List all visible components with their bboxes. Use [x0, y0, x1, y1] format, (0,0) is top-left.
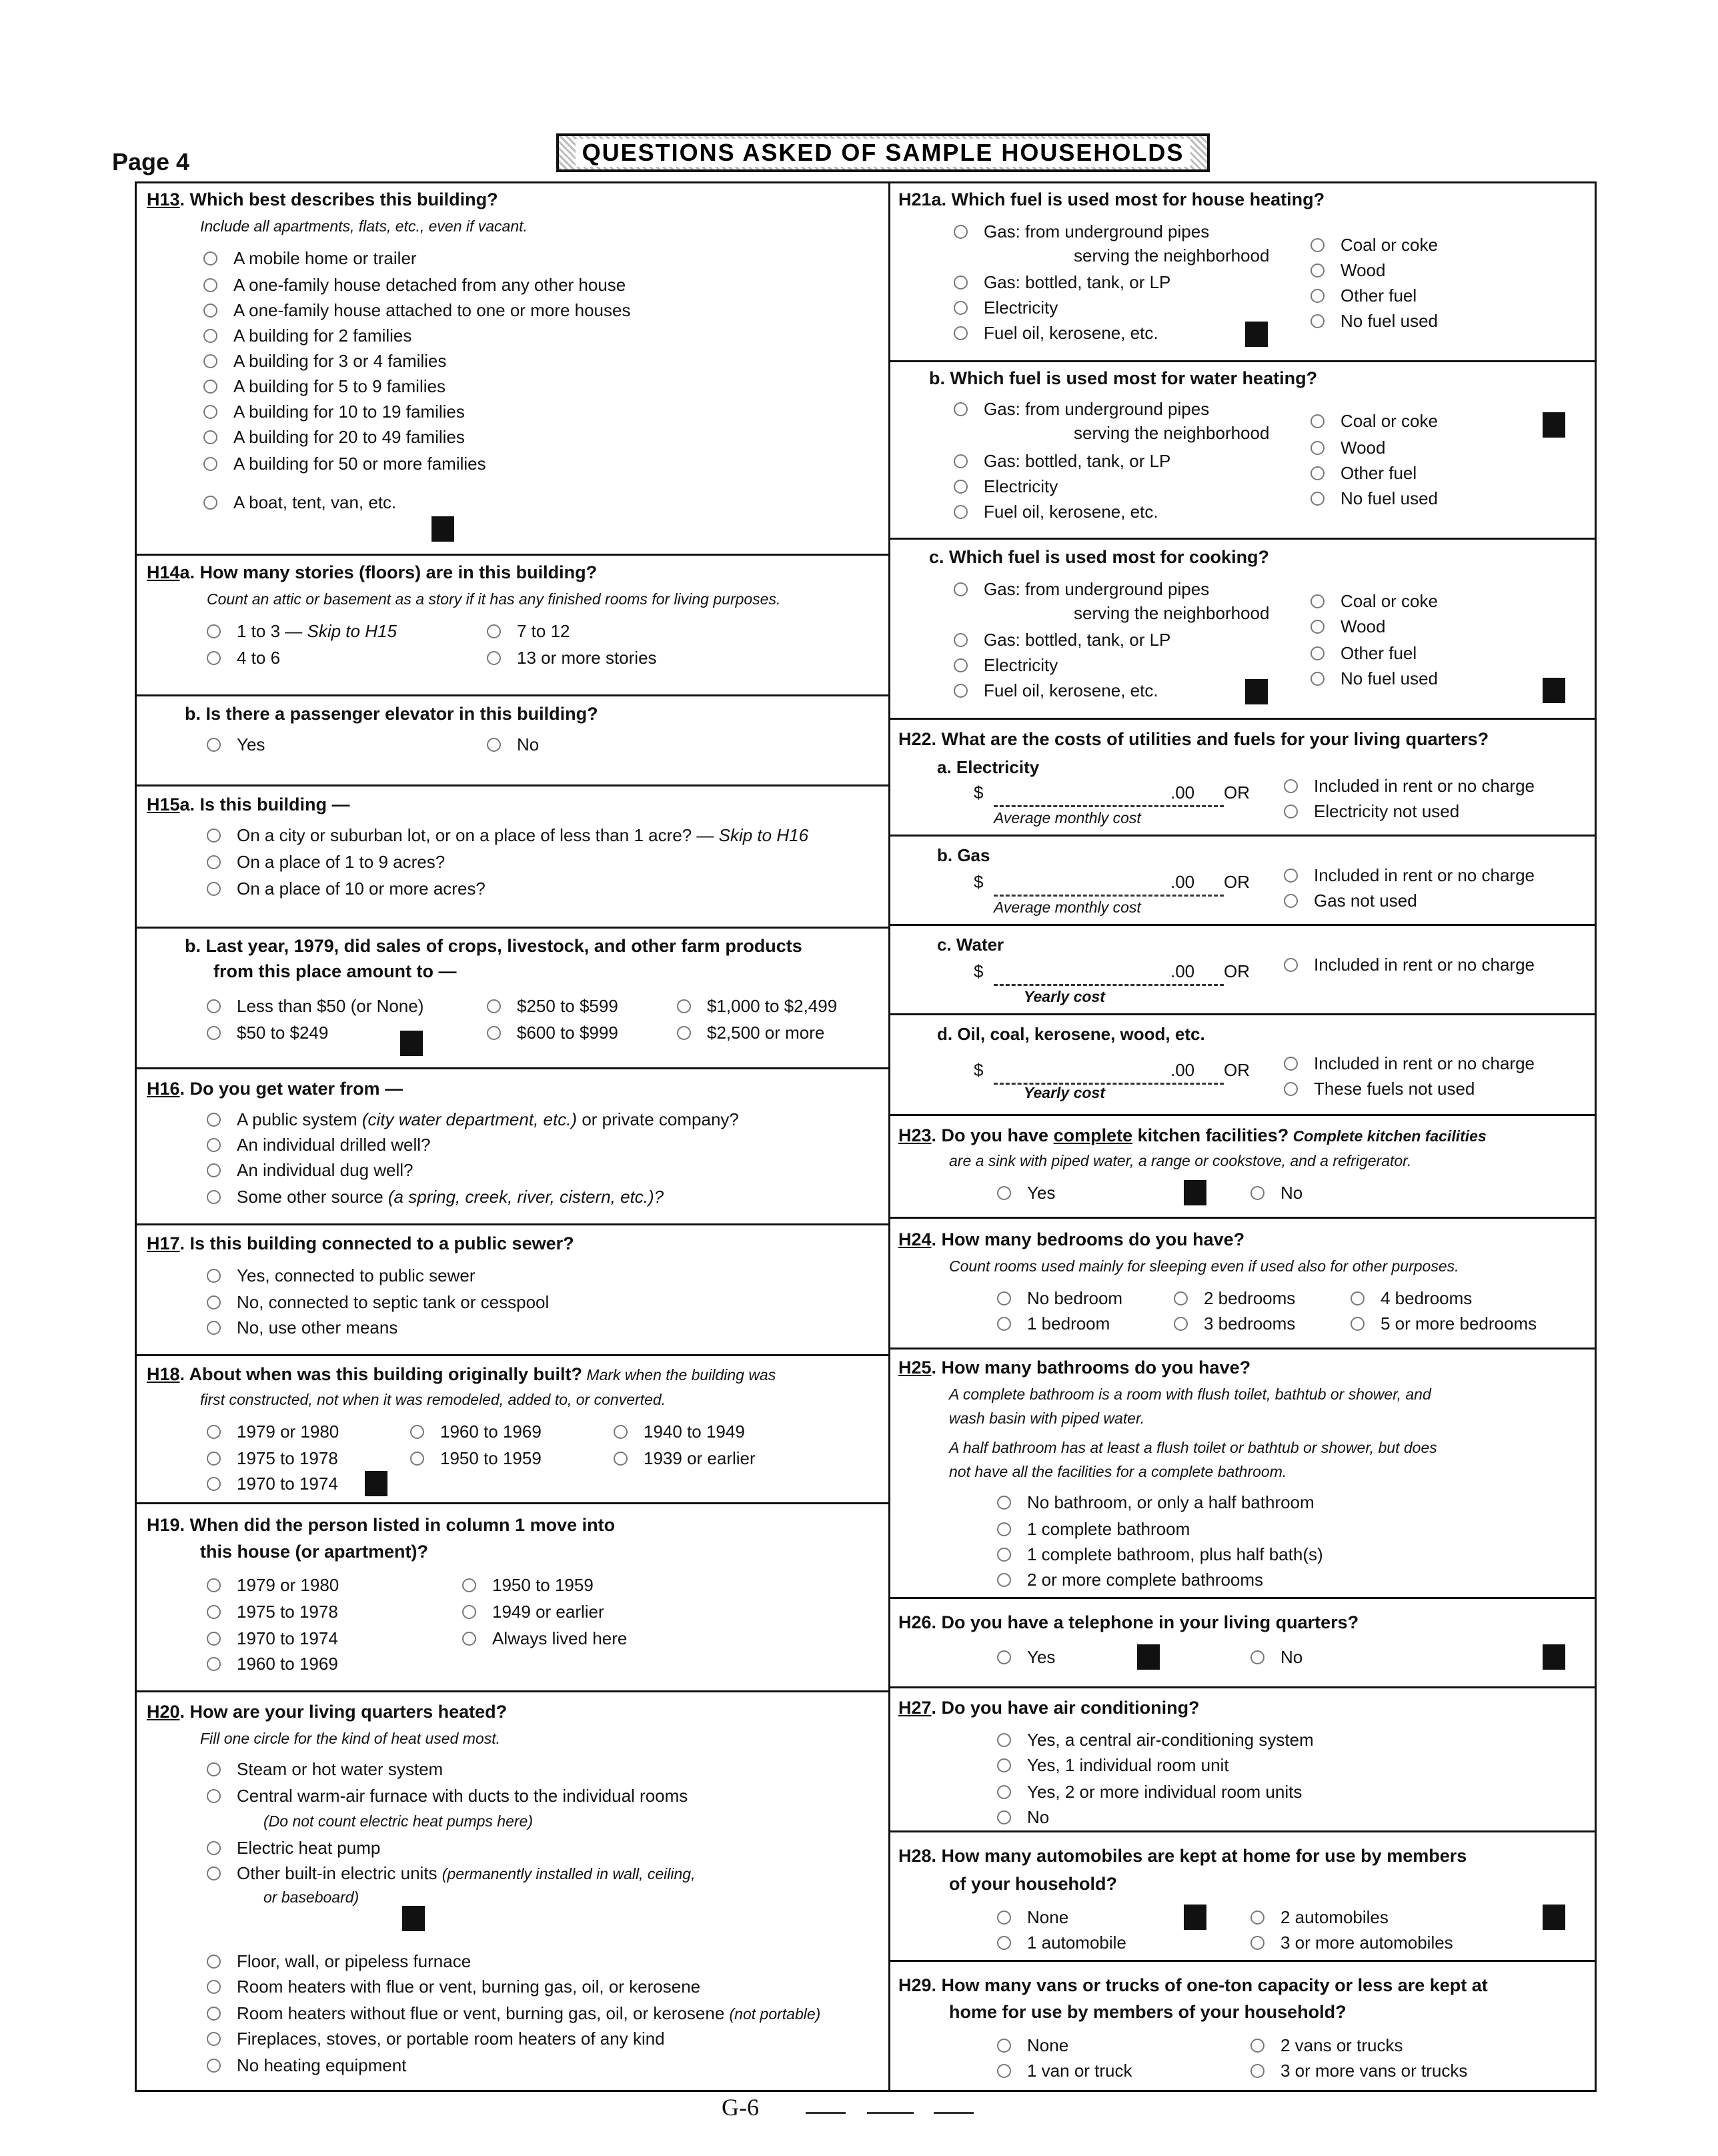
h15b-option-2[interactable]: $50 to $249 [207, 1023, 328, 1043]
footer-dash [867, 2112, 914, 2114]
h21a-gas-pipes-cont: serving the neighborhood [1074, 245, 1270, 265]
h17-option-2[interactable]: No, connected to septic tank or cesspool [207, 1292, 549, 1313]
h23-question: H23. Do you have complete kitchen facilities? Complete kitchen facilities [898, 1125, 1487, 1145]
h15-option-3[interactable]: On a place of 10 or more acres? [207, 879, 486, 899]
h13-option-8[interactable]: A building for 20 to 49 families [203, 427, 465, 448]
footer-code: G-6 [722, 2094, 759, 2121]
h28-section [890, 1830, 1595, 1960]
timing-mark [1543, 678, 1565, 703]
h17-option-3[interactable]: No, use other means [207, 1317, 397, 1338]
h13-option-2[interactable]: A one-family house detached from any other house [203, 275, 626, 296]
h19-option-4[interactable]: 1960 to 1969 [207, 1654, 338, 1674]
h21a-option-other[interactable]: Other fuel [1311, 286, 1417, 306]
h13-option-3[interactable]: A one-family house attached to one or more houses [203, 300, 630, 321]
h21b-option-other[interactable]: Other fuel [1311, 463, 1417, 484]
h17-question: H17. Is this building connected to a public sewer? [147, 1233, 574, 1253]
h22-subdivider-a [890, 835, 1595, 837]
h21a-option-fuel-oil[interactable]: Fuel oil, kerosene, etc. [954, 323, 1158, 344]
h26-question: H26. Do you have a telephone in your living quarters? [898, 1612, 1359, 1632]
h22c-dollar: $ [974, 961, 984, 981]
h21-subdivider-b [890, 538, 1595, 540]
h26-option-yes[interactable]: Yes [997, 1647, 1055, 1668]
h15b-question-line2: from this place amount to — [213, 961, 457, 981]
h16-option-3[interactable]: An individual dug well? [207, 1160, 413, 1181]
h13-option-4[interactable]: A building for 2 families [203, 326, 411, 346]
h22d-dollar: $ [974, 1060, 984, 1080]
h27-question: H27. Do you have air conditioning? [898, 1698, 1200, 1718]
h28-option-1[interactable]: None [997, 1907, 1068, 1928]
timing-mark [432, 516, 454, 542]
h25-option-3[interactable]: 1 complete bathroom, plus half bath(s) [997, 1544, 1323, 1565]
h24-option-5[interactable]: 4 bedrooms [1351, 1288, 1472, 1309]
h19-option-7[interactable]: Always lived here [462, 1628, 627, 1649]
h22c-cents: .00 [1170, 961, 1195, 981]
h21b-option-electricity[interactable]: Electricity [954, 476, 1058, 497]
h20-option-2-note: (Do not count electric heat pumps here) [263, 1812, 533, 1830]
timing-mark [1543, 1905, 1565, 1930]
h19-question-line1: H19. When did the person listed in column 1 move into [147, 1515, 616, 1535]
h24-question: H24. How many bedrooms do you have? [898, 1229, 1245, 1249]
h15b-option-4[interactable]: $600 to $999 [487, 1023, 618, 1043]
h16-option-2[interactable]: An individual drilled well? [207, 1135, 431, 1155]
h20-option-3[interactable]: Electric heat pump [207, 1838, 380, 1858]
h16-option-4[interactable]: Some other source (a spring, creek, river, cistern, etc.)? [207, 1187, 664, 1207]
h19-option-2[interactable]: 1975 to 1978 [207, 1602, 338, 1622]
timing-mark [1245, 322, 1268, 347]
h22d-caption: Yearly cost [1024, 1084, 1105, 1101]
h18-instruction: first constructed, not when it was remodeled, added to, or converted. [200, 1391, 666, 1408]
h17-option-1[interactable]: Yes, connected to public sewer [207, 1265, 476, 1286]
h21a-question: H21a. Which fuel is used most for house heating? [898, 189, 1325, 209]
h29-section [890, 1960, 1595, 2092]
h21a-option-wood[interactable]: Wood [1311, 260, 1385, 281]
h21c-gas-pipes-cont: serving the neighborhood [1074, 603, 1270, 623]
h23-option-no[interactable]: No [1250, 1183, 1303, 1203]
h18-option-4[interactable]: 1960 to 1969 [410, 1422, 542, 1442]
h22b-cents: .00 [1170, 872, 1195, 892]
h21c-option-gas-bottled[interactable]: Gas: bottled, tank, or LP [954, 630, 1170, 650]
h22a-option-not-used[interactable]: Electricity not used [1284, 801, 1459, 822]
h20-option-1[interactable]: Steam or hot water system [207, 1759, 443, 1780]
h17-section [137, 1223, 888, 1354]
h24-section [890, 1217, 1595, 1348]
h20-instruction: Fill one circle for the kind of heat used most. [200, 1730, 500, 1747]
h22a-amount-field[interactable] [994, 805, 1224, 807]
h24-option-4[interactable]: 3 bedrooms [1174, 1313, 1295, 1334]
h24-option-3[interactable]: 2 bedrooms [1174, 1288, 1295, 1309]
h21b-option-coal[interactable]: Coal or coke [1311, 411, 1438, 432]
h14b-option-yes[interactable]: Yes [207, 734, 265, 755]
h15b-option-5[interactable]: $1,000 to $2,499 [677, 996, 837, 1017]
h21c-option-other[interactable]: Other fuel [1311, 643, 1417, 664]
h19-option-3[interactable]: 1970 to 1974 [207, 1628, 338, 1649]
h21c-option-none[interactable]: No fuel used [1311, 668, 1438, 689]
h22d-label: d. Oil, coal, kerosene, wood, etc. [937, 1024, 1205, 1044]
h22a-or: OR [1224, 782, 1250, 802]
h20-option-8[interactable]: Fireplaces, stoves, or portable room heaters of any kind [207, 2029, 665, 2049]
h20-option-2[interactable]: Central warm-air furnace with ducts to the individual rooms [207, 1786, 688, 1806]
timing-mark [1137, 1644, 1160, 1670]
h22-subdivider-c [890, 1013, 1595, 1015]
timing-mark [400, 1031, 423, 1056]
h21a-option-none[interactable]: No fuel used [1311, 311, 1438, 332]
h22d-cents: .00 [1170, 1060, 1195, 1080]
h25-instruction-1: A complete bathroom is a room with flush toilet, bathtub or shower, and [949, 1386, 1431, 1403]
h20-question: H20. How are your living quarters heated? [147, 1702, 508, 1722]
h21c-option-gas-pipes[interactable]: Gas: from underground pipes [954, 579, 1209, 600]
h18-option-6[interactable]: 1940 to 1949 [614, 1422, 745, 1442]
h28-option-3[interactable]: 2 automobiles [1250, 1907, 1389, 1928]
h13-question: H13. Which best describes this building? [147, 189, 498, 209]
h22b-caption: Average monthly cost [994, 899, 1141, 916]
timing-mark [365, 1471, 387, 1496]
h22b-dollar: $ [974, 872, 984, 892]
h25-option-4[interactable]: 2 or more complete bathrooms [997, 1570, 1263, 1590]
h28-question-line2: of your household? [949, 1874, 1117, 1894]
h20-option-4[interactable]: Other built-in electric units (permanently installed in wall, ceiling, [207, 1863, 695, 1884]
h23-section [890, 1114, 1595, 1217]
h20-option-4-note: or baseboard) [263, 1889, 359, 1906]
h14-section [137, 554, 888, 784]
h26-section [890, 1597, 1595, 1686]
h27-option-2[interactable]: Yes, 1 individual room unit [997, 1755, 1229, 1776]
h18-option-2[interactable]: 1975 to 1978 [207, 1448, 338, 1469]
h22c-label: c. Water [937, 935, 1004, 955]
h15-section [137, 784, 888, 1067]
h19-option-1[interactable]: 1979 or 1980 [207, 1575, 339, 1596]
h18-option-1[interactable]: 1979 or 1980 [207, 1422, 339, 1442]
h21a-option-coal[interactable]: Coal or coke [1311, 235, 1438, 255]
h22d-option-included[interactable]: Included in rent or no charge [1284, 1053, 1535, 1074]
timing-mark [1543, 1644, 1565, 1670]
timing-mark [1184, 1180, 1206, 1205]
h21c-option-electricity[interactable]: Electricity [954, 655, 1058, 676]
h27-option-3[interactable]: Yes, 2 or more individual room units [997, 1782, 1302, 1802]
h22-subdivider-b [890, 924, 1595, 926]
h16-section [137, 1067, 888, 1223]
h21c-option-wood[interactable]: Wood [1311, 616, 1385, 637]
h20-option-5[interactable]: Floor, wall, or pipeless furnace [207, 1951, 471, 1972]
h20-option-9[interactable]: No heating equipment [207, 2055, 406, 2076]
h19-option-6[interactable]: 1949 or earlier [462, 1602, 604, 1622]
page-label: Page 4 [112, 148, 190, 175]
h18-option-5[interactable]: 1950 to 1959 [410, 1448, 542, 1469]
h22a-dollar: $ [974, 782, 984, 802]
h26-option-no[interactable]: No [1250, 1647, 1303, 1668]
h22a-caption: Average monthly cost [994, 809, 1141, 827]
h13-option-7[interactable]: A building for 10 to 19 families [203, 402, 465, 422]
h15b-option-1[interactable]: Less than $50 (or None) [207, 996, 423, 1017]
h19-section [137, 1502, 888, 1690]
banner-text: QUESTIONS ASKED OF SAMPLE HOUSEHOLDS [576, 139, 1191, 167]
h21a-option-gas-pipes[interactable]: Gas: from underground pipes [954, 221, 1209, 242]
h22b-option-not-used[interactable]: Gas not used [1284, 891, 1417, 911]
h29-option-1[interactable]: None [997, 2035, 1068, 2056]
timing-mark [1543, 412, 1565, 438]
h20-option-6[interactable]: Room heaters with flue or vent, burning gas, oil, or kerosene [207, 1977, 700, 1997]
h25-instruction-4: not have all the facilities for a complete bathroom. [949, 1463, 1287, 1480]
h24-instruction: Count rooms used mainly for sleeping even if used also for other purposes. [949, 1257, 1459, 1275]
h22b-option-included[interactable]: Included in rent or no charge [1284, 865, 1535, 886]
h28-question-line1: H28. How many automobiles are kept at home for use by members [898, 1846, 1467, 1866]
h21-section [890, 181, 1595, 718]
h21c-question: c. Which fuel is used most for cooking? [929, 547, 1270, 567]
h14-option-3[interactable]: 7 to 12 [487, 621, 570, 642]
h15b-question-line1: b. Last year, 1979, did sales of crops, livestock, and other farm products [185, 936, 802, 956]
h14-instruction: Count an attic or basement as a story if it has any finished rooms for living purposes. [207, 590, 781, 608]
h13-option-6[interactable]: A building for 5 to 9 families [203, 376, 446, 397]
h13-option-10[interactable]: A boat, tent, van, etc. [203, 492, 396, 513]
h14b-question: b. Is there a passenger elevator in this building? [185, 704, 598, 724]
h14-option-1[interactable]: 1 to 3 — Skip to H15 [207, 621, 397, 642]
h13-instruction: Include all apartments, flats, etc., even if vacant. [200, 217, 528, 235]
h21b-question: b. Which fuel is used most for water heating? [929, 368, 1318, 388]
h21c-option-coal[interactable]: Coal or coke [1311, 591, 1438, 612]
h21b-option-gas-pipes[interactable]: Gas: from underground pipes [954, 399, 1209, 420]
h24-option-2[interactable]: 1 bedroom [997, 1313, 1110, 1334]
h15-question: H15a. Is this building — [147, 794, 350, 815]
timing-mark [1184, 1905, 1206, 1930]
timing-mark [1245, 679, 1268, 704]
h29-question-line2: home for use by members of your household? [949, 2002, 1347, 2022]
h29-question-line1: H29. How many vans or trucks of one-ton capacity or less are kept at [898, 1975, 1488, 1995]
h21b-gas-pipes-cont: serving the neighborhood [1074, 423, 1270, 443]
h13-option-5[interactable]: A building for 3 or 4 families [203, 351, 446, 372]
h21a-option-electricity[interactable]: Electricity [954, 298, 1058, 318]
h22b-label: b. Gas [937, 845, 990, 865]
h25-instruction-2: wash basin with piped water. [949, 1410, 1145, 1427]
h28-option-2[interactable]: 1 automobile [997, 1933, 1126, 1953]
h20-option-7[interactable]: Room heaters without flue or vent, burning gas, oil, or kerosene (not portable) [207, 2003, 820, 2024]
h29-option-4[interactable]: 3 or more vans or trucks [1250, 2061, 1467, 2081]
h23-instruction: are a sink with piped water, a range or cookstove, and a refrigerator. [949, 1152, 1412, 1169]
h25-question: H25. How many bathrooms do you have? [898, 1358, 1251, 1378]
h14-question: H14a. How many stories (floors) are in this building? [147, 562, 598, 582]
h18-option-3[interactable]: 1970 to 1974 [207, 1474, 338, 1494]
h27-option-4[interactable]: No [997, 1807, 1049, 1828]
h19-option-5[interactable]: 1950 to 1959 [462, 1575, 594, 1596]
h22c-option-included[interactable]: Included in rent or no charge [1284, 955, 1535, 975]
h24-option-1[interactable]: No bedroom [997, 1288, 1122, 1309]
h23-option-yes[interactable]: Yes [997, 1183, 1055, 1203]
h25-section [890, 1348, 1595, 1597]
h14-option-2[interactable]: 4 to 6 [207, 648, 280, 668]
h18-section [137, 1354, 888, 1502]
h15-option-2[interactable]: On a place of 1 to 9 acres? [207, 852, 445, 873]
h20-section [137, 1690, 888, 2092]
h13-section [137, 181, 888, 554]
h29-option-2[interactable]: 1 van or truck [997, 2061, 1132, 2081]
h21c-option-fuel-oil[interactable]: Fuel oil, kerosene, etc. [954, 680, 1158, 701]
timing-mark [402, 1906, 425, 1931]
h18-option-7[interactable]: 1939 or earlier [614, 1448, 756, 1469]
h21b-option-wood[interactable]: Wood [1311, 438, 1385, 458]
h21a-option-gas-bottled[interactable]: Gas: bottled, tank, or LP [954, 272, 1170, 293]
h14b-option-no[interactable]: No [487, 734, 539, 755]
h22-question: H22. What are the costs of utilities and fuels for your living quarters? [898, 729, 1489, 749]
h22d-or: OR [1224, 1060, 1250, 1080]
h29-option-3[interactable]: 2 vans or trucks [1250, 2035, 1403, 2056]
h27-section [890, 1686, 1595, 1830]
h22a-cents: .00 [1170, 782, 1195, 802]
h27-option-1[interactable]: Yes, a central air-conditioning system [997, 1730, 1314, 1750]
h21-subdivider-a [890, 360, 1595, 362]
footer-dash [806, 2112, 846, 2114]
h22a-label: a. Electricity [937, 757, 1040, 777]
section-banner [556, 133, 1210, 172]
h28-option-4[interactable]: 3 or more automobiles [1250, 1933, 1453, 1953]
h25-option-2[interactable]: 1 complete bathroom [997, 1519, 1190, 1540]
h22c-amount-field[interactable] [994, 984, 1224, 986]
h22c-caption: Yearly cost [1024, 988, 1105, 1005]
h15-subdivider [137, 927, 888, 929]
h22-section [890, 718, 1595, 1114]
h15b-option-3[interactable]: $250 to $599 [487, 996, 618, 1017]
h21b-option-gas-bottled[interactable]: Gas: bottled, tank, or LP [954, 451, 1170, 472]
h22b-amount-field[interactable] [994, 895, 1224, 897]
h16-question: H16. Do you get water from — [147, 1079, 403, 1099]
h13-option-1[interactable]: A mobile home or trailer [203, 248, 417, 269]
h25-option-1[interactable]: No bathroom, or only a half bathroom [997, 1492, 1315, 1513]
h15b-option-6[interactable]: $2,500 or more [677, 1023, 824, 1043]
h25-instruction-3: A half bathroom has at least a flush toilet or bathtub or shower, but does [949, 1439, 1437, 1456]
h14-option-4[interactable]: 13 or more stories [487, 648, 657, 668]
h24-option-6[interactable]: 5 or more bedrooms [1351, 1313, 1537, 1334]
h22d-option-not-used[interactable]: These fuels not used [1284, 1079, 1475, 1099]
h19-question-line2: this house (or apartment)? [200, 1542, 429, 1562]
h22b-or: OR [1224, 872, 1250, 892]
h21b-option-none[interactable]: No fuel used [1311, 488, 1438, 509]
h13-option-9[interactable]: A building for 50 or more families [203, 454, 486, 474]
h16-option-1[interactable]: A public system (city water department, etc.) or private company? [207, 1109, 739, 1130]
h14-subdivider [137, 694, 888, 696]
footer-dash [934, 2112, 974, 2114]
h22a-option-included[interactable]: Included in rent or no charge [1284, 776, 1535, 796]
h21b-option-fuel-oil[interactable]: Fuel oil, kerosene, etc. [954, 502, 1158, 522]
h18-question: H18. About when was this building originally built? Mark when the building was [147, 1364, 776, 1384]
h22c-or: OR [1224, 961, 1250, 981]
h15-option-1[interactable]: On a city or suburban lot, or on a place of less than 1 acre? — Skip to H16 [207, 825, 808, 846]
